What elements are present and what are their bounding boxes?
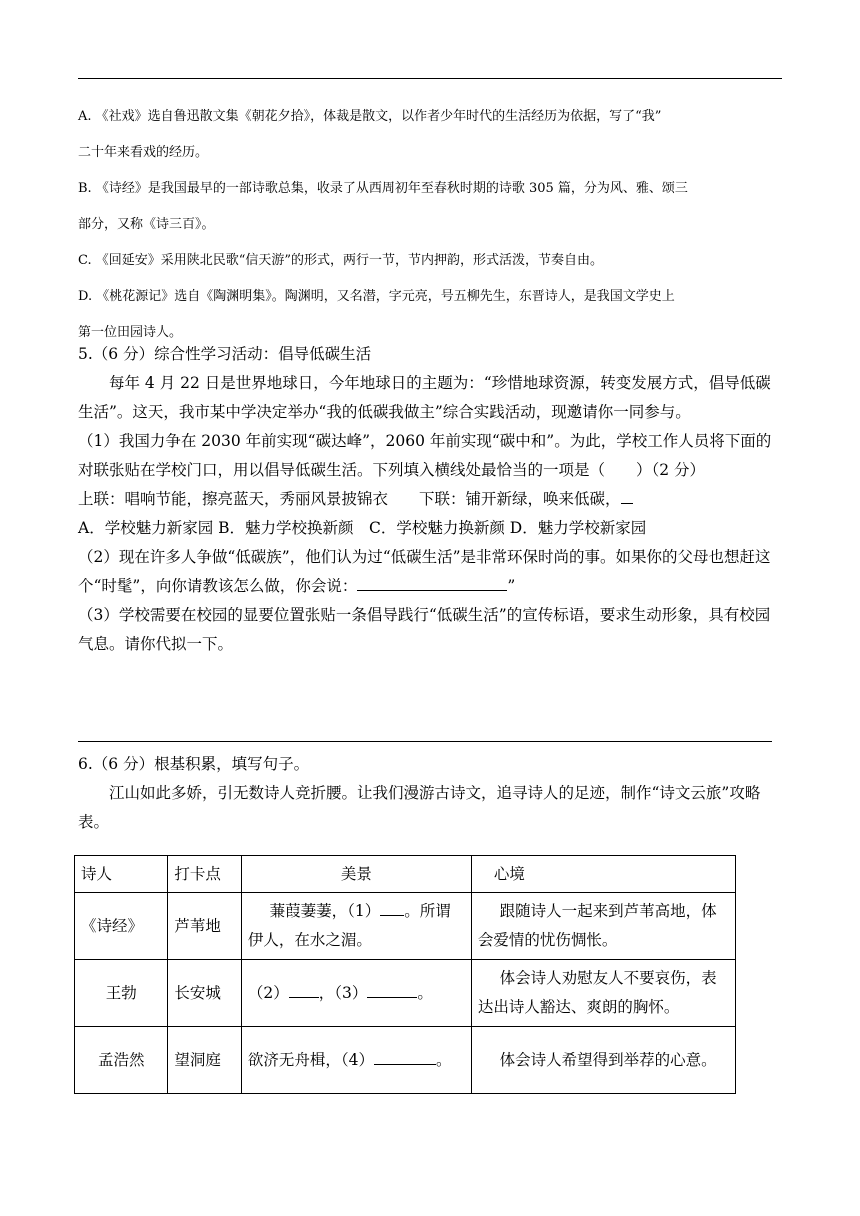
q5-couplet: 上联：唱响节能，擦亮蓝天，秀丽风景披锦衣 下联：铺开新绿，唤来低碳， xyxy=(78,485,784,514)
cell-place: 芦苇地 xyxy=(168,893,242,960)
header-mood: 心境 xyxy=(471,856,735,893)
cell-scene: 欲济无舟楫，（4） 。 xyxy=(241,1027,471,1094)
cell-poet: 王勃 xyxy=(75,960,168,1027)
cell-place: 长安城 xyxy=(168,960,242,1027)
cell-scene: 蒹葭萋萋，（1） 。所谓伊人，在水之湄。 xyxy=(241,893,471,960)
table-row xyxy=(75,893,736,960)
cell-mood: 跟随诗人一起来到芦苇高地，体会爱情的忧伤惆怅。 xyxy=(471,893,735,960)
header-poet: 诗人 xyxy=(75,856,168,893)
q5-part2: （2）现在许多人争做“低碳族”，他们认为过“低碳生活”是非常环保时尚的事。如果你的父母也想赶这个“时髦”，向你请教该怎么做，你会说： ” xyxy=(78,548,771,595)
header-rule xyxy=(78,78,782,79)
cell-scene: （2） ，（3） 。 xyxy=(241,960,471,1027)
question-5 xyxy=(78,340,784,659)
answer-line-3[interactable] xyxy=(78,741,772,742)
header-scene: 美景 xyxy=(241,856,471,893)
blank-3[interactable] xyxy=(367,981,417,998)
table-header-row xyxy=(75,856,736,893)
q5-title: 5.（6 分）综合性学习活动：倡导低碳生活 xyxy=(78,345,372,363)
table-row xyxy=(75,960,736,1027)
blank-2[interactable] xyxy=(289,981,319,998)
option-b: B. 《诗经》是我国最早的一部诗歌总集，收录了从西周初年至春秋时期的诗歌 305 篇，分为风、雅、颂三 部分，又称《诗三百》。 xyxy=(78,181,688,232)
couplet-blank[interactable] xyxy=(621,488,633,505)
q5-choices: A．学校魅力新家园 B．魅力学校换新颜 C．学校魅力换新颜 D．魅力学校新家园 xyxy=(78,519,647,537)
option-d: D. 《桃花源记》选自《陶渊明集》。陶渊明，又名潜，字元亮，号五柳先生，东晋诗人，是我国文学史上 第一位田园诗人。 xyxy=(78,289,675,340)
table-row xyxy=(75,1027,736,1094)
cell-mood: 体会诗人希望得到举荐的心意。 xyxy=(471,1027,735,1094)
question-6 xyxy=(78,750,784,837)
blank-1[interactable] xyxy=(380,900,404,917)
poetry-table xyxy=(74,855,736,1094)
option-a: A. 《社戏》选自鲁迅散文集《朝花夕拾》，体裁是散文，以作者少年时代的生活经历为依据，写了“我” 二十年来看戏的经历。 xyxy=(78,109,662,160)
answer-blank-2[interactable] xyxy=(357,575,507,592)
cell-mood: 体会诗人劝慰友人不要哀伤，表达出诗人豁达、爽朗的胸怀。 xyxy=(471,960,735,1027)
cell-place: 望洞庭 xyxy=(168,1027,242,1094)
blank-4[interactable] xyxy=(374,1048,436,1065)
q6-title: 6.（6 分）根基积累，填写句子。 xyxy=(78,755,310,773)
q5-part3: （3）学校需要在校园的显要位置张贴一条倡导践行“低碳生活”的宣传标语，要求生动形象，具有校园气息。请你代拟一下。 xyxy=(78,606,771,653)
cell-poet: 《诗经》 xyxy=(75,893,168,960)
cell-poet: 孟浩然 xyxy=(75,1027,168,1094)
q6-intro: 江山如此多娇，引无数诗人竞折腰。让我们漫游古诗文，追寻诗人的足迹，制作“诗文云旅”攻略表。 xyxy=(78,784,761,831)
q5-part1: （1）我国力争在 2030 年前实现“碳达峰”，2060 年前实现“碳中和”。为此，学校工作人员将下面的对联张贴在学校门口，用以倡导低碳生活。下列填入横线处最恰当的一项是（ ）（2 分） xyxy=(78,432,772,479)
option-c: C. 《回延安》采用陕北民歌“信天游”的形式，两行一节，节内押韵，形式活泼，节奏自由。 xyxy=(78,253,604,268)
header-place: 打卡点 xyxy=(168,856,242,893)
q5-intro: 每年 4 月 22 日是世界地球日，今年地球日的主题为：“珍惜地球资源，转变发展方式，倡导低碳生活”。这天，我市某中学决定举办“我的低碳我做主”综合实践活动，现邀请你一同参与。 xyxy=(78,374,771,421)
